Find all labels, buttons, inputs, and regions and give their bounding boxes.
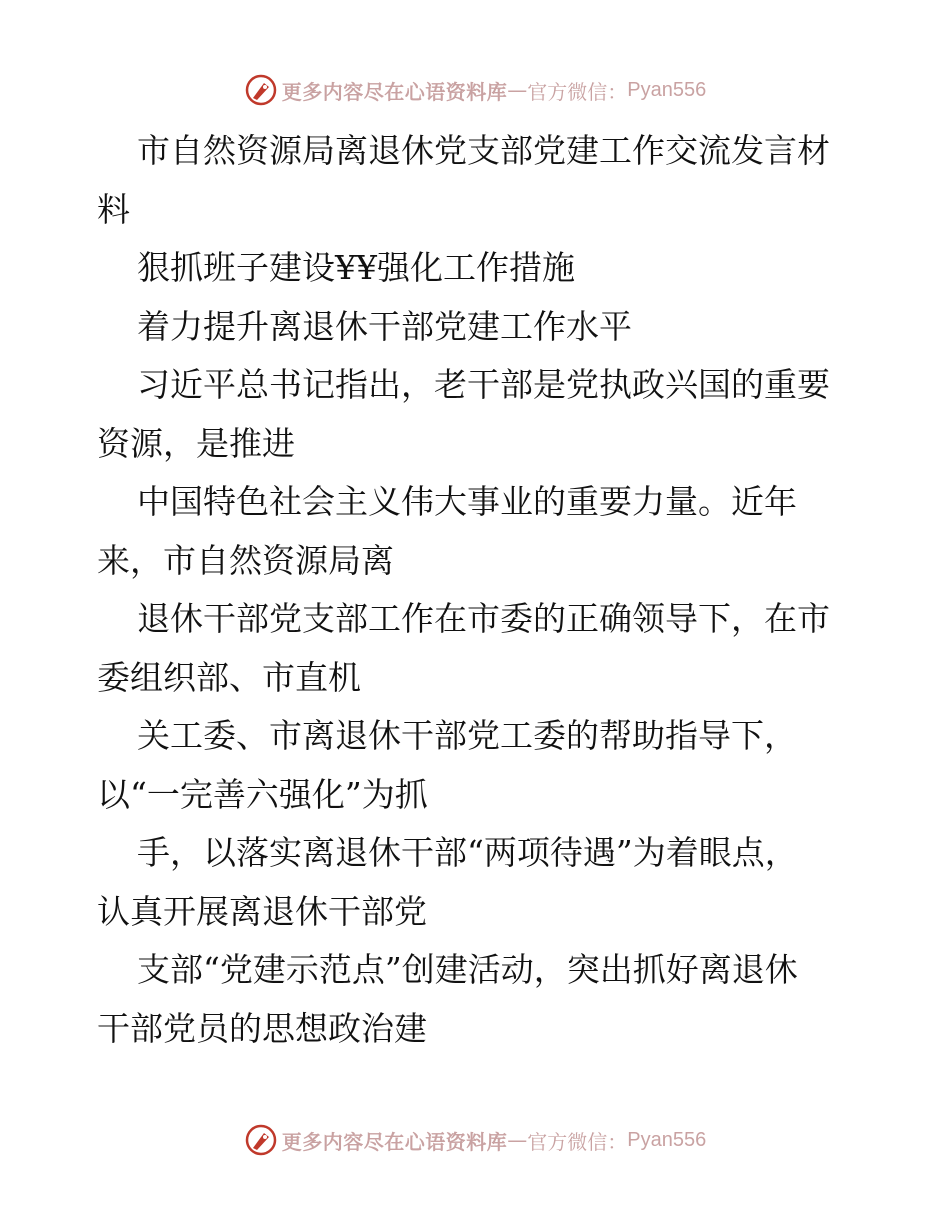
- text-line: [97, 1000, 857, 1059]
- banner-wechat-label: 官方微信：: [527, 79, 628, 104]
- text-line: [97, 473, 857, 532]
- text-line: [97, 532, 857, 591]
- text-line: [97, 415, 857, 474]
- line-text: 中国特色社会主义伟大事业的重要力量。近年: [137, 482, 797, 521]
- line-text: 退休干部党支部工作在市委的正确领导下，在市: [137, 599, 830, 638]
- line-text: 认真开展离退休干部党: [97, 891, 427, 931]
- pen-nib-icon: [244, 73, 278, 107]
- banner-text: 更多内容尽在心语资料库: [281, 79, 508, 104]
- banner-text: 更多内容尽在心语资料库: [281, 1129, 508, 1154]
- text-line: [97, 883, 857, 942]
- document-body: [97, 122, 857, 1058]
- banner-wechat-label: 官方微信：: [527, 1129, 628, 1154]
- text-line: [97, 707, 857, 766]
- text-line: [97, 941, 857, 1000]
- line-text: 资源，是推进: [97, 423, 295, 463]
- text-line: [97, 766, 857, 825]
- text-line: [97, 824, 857, 883]
- banner-wechat-id: Pyan556: [627, 78, 707, 101]
- line-text: 以“一完善六强化”为抓: [97, 774, 428, 814]
- line-text: 着力提升离退休干部党建工作水平: [137, 306, 632, 346]
- line-text: 手，以落实离退休干部“两项待遇”为着眼点，: [137, 833, 798, 872]
- text-line: [97, 122, 857, 181]
- line-text: 来，市自然资源局离: [97, 540, 394, 580]
- pen-nib-icon: [244, 1123, 278, 1157]
- banner-separator: —: [507, 78, 528, 102]
- text-line: [97, 298, 857, 357]
- line-text: 委组织部、市直机: [97, 657, 361, 697]
- footer-banner: [0, 1120, 950, 1160]
- text-line: [97, 239, 857, 298]
- line-text: 干部党员的思想政治建: [97, 1008, 427, 1048]
- banner-separator: —: [507, 1128, 528, 1152]
- line-text: 支部“党建示范点”创建活动，突出抓好离退休: [137, 950, 798, 989]
- header-banner: [0, 70, 950, 110]
- line-text: 习近平总书记指出，老干部是党执政兴国的重要: [137, 365, 830, 404]
- line-text: 关工委、市离退休干部党工委的帮助指导下，: [137, 716, 797, 755]
- text-line: [97, 181, 857, 240]
- line-text: 料: [97, 189, 130, 229]
- banner-wechat-id: Pyan556: [627, 1128, 707, 1151]
- line-text: 市自然资源局离退休党支部党建工作交流发言材: [137, 131, 830, 170]
- line-text: 狠抓班子建设¥¥强化工作措施: [137, 248, 575, 287]
- text-line: [97, 356, 857, 415]
- text-line: [97, 649, 857, 708]
- text-line: [97, 590, 857, 649]
